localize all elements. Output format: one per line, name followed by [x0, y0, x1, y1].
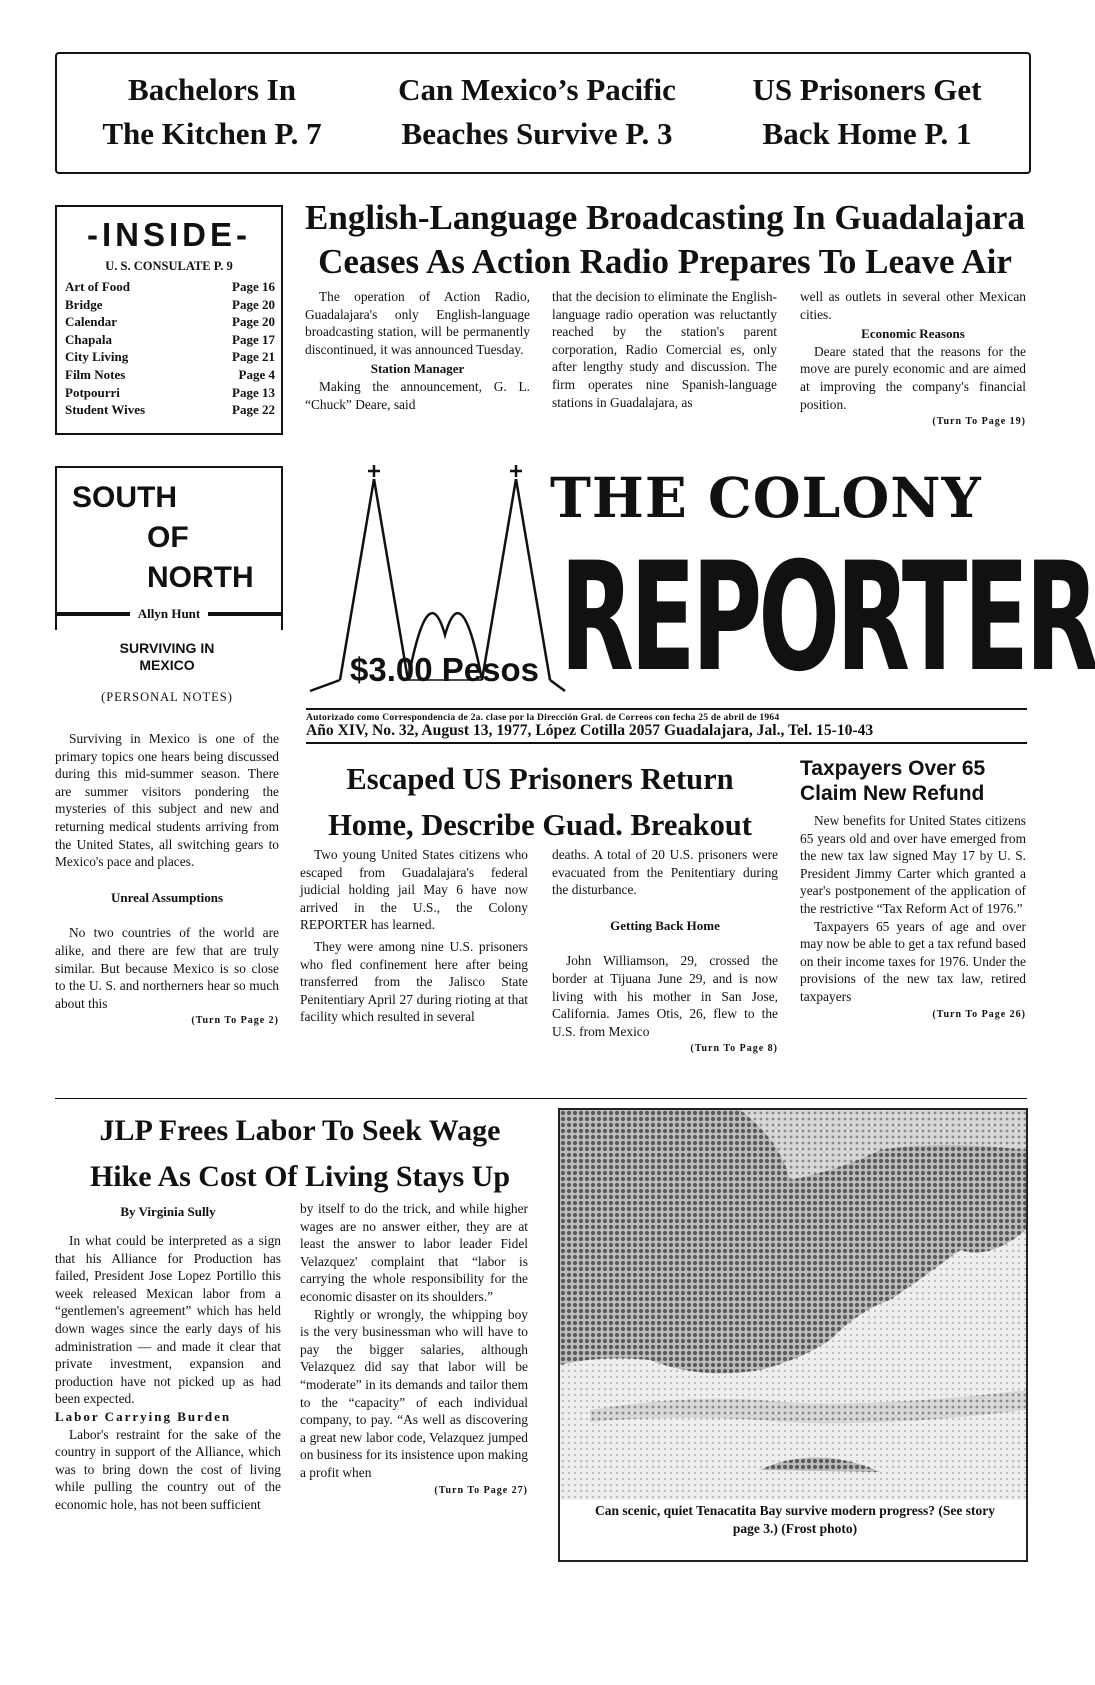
index-item[interactable] — [57, 331, 281, 349]
jlp-byline: By Virginia Sully — [120, 1204, 216, 1219]
price-label: $3.00 Pesos — [350, 651, 539, 688]
index-item-name: Potpourri — [65, 384, 120, 400]
index-item[interactable] — [57, 278, 281, 296]
teaser-beaches[interactable]: Can Mexico’s Pacific Beaches Survive P. 3 — [398, 72, 676, 151]
jlp-turn-link[interactable]: (Turn To Page 27) — [434, 1484, 528, 1496]
column-note: (PERSONAL NOTES) — [101, 690, 233, 704]
broadcast-headline[interactable]: English-Language Broadcasting In Guadalajara Ceases As Action Radio Prepares To Leave Air — [305, 198, 1025, 281]
prisoners-turn-link[interactable]: (Turn To Page 8) — [690, 1043, 778, 1055]
index-item[interactable] — [57, 348, 281, 366]
bay-photo — [558, 1108, 1028, 1562]
postal-authorization: Autorizado como Correspondencia de 2a. clase por la Dirección Gral. de Correos con fecha 25 de abril de 1964 — [306, 712, 780, 723]
teaser-prisoners[interactable]: US Prisoners Get Back Home P. 1 — [752, 72, 982, 151]
inside-index — [55, 205, 283, 435]
index-item[interactable] — [57, 384, 281, 402]
teaser-bachelors[interactable]: Bachelors In The Kitchen P. 7 — [102, 72, 322, 151]
index-item-name: Student Wives — [65, 402, 146, 418]
index-item[interactable] — [57, 296, 281, 314]
index-item-page: Page 20 — [232, 296, 275, 312]
index-list — [57, 278, 281, 419]
consulate-link[interactable]: U. S. CONSULATE P. 9 — [105, 259, 233, 273]
jlp-col1: In what could be interpreted as a sign that his Alliance for Production has failed, President Jose Lopez Portillo this week released Mexican labor from a “gentlemen's agreement” which has held down wages since the early days of his administration — and made it clear that private investment, expansion and production have not picked up as had been expected. Labor Carrying Burden Labor's restraint for the sake of the country in support of the Alliance, which was to bring down the cost of living while pulling the country out of the economic hole, has not been sufficient — [55, 1233, 281, 1512]
broadcast-turn-link[interactable]: (Turn To Page 19) — [932, 416, 1026, 428]
index-item[interactable] — [57, 401, 281, 419]
broadcast-col2: that the decision to eliminate the English-language radio operation was reluctantly reached by the station's parent corporation, Radio Comercial es, only after lengthy study and discussion. The firm operates nine Spanish-language stations in Guadalajara, as — [552, 289, 777, 410]
column-author: Allyn Hunt — [137, 606, 201, 621]
index-item-name: Film Notes — [65, 366, 126, 382]
jlp-col2: by itself to do the trick, and while higher wages are no answer either, they are at least the answer to labor leader Fidel Velazquez' complaint that “labor is carrying the whole responsibility for the economic disaster on its shoulders.” Rightly or wrongly, the whipping boy is the very businessman who will have to pay the bigger salaries, although Velazquez did say that labor will be “moderate” in its demands and tailor them to the “capacity” of each individual company, to pay. “As well as discovering a great new labor code, Velazquez jumped on business for its insistence upon making a profit when (Turn To Page 27) — [300, 1200, 528, 1499]
index-item[interactable] — [57, 366, 281, 384]
index-item-name: City Living — [65, 349, 129, 365]
photo-caption: Can scenic, quiet Tenacatita Bay survive modern progress? (See story page 3.) (Frost photo) — [595, 1503, 995, 1536]
index-item-page: Page 13 — [232, 384, 275, 400]
index-item-page: Page 16 — [232, 279, 275, 294]
index-item[interactable] — [57, 313, 281, 331]
index-item-page: Page 22 — [232, 402, 275, 418]
column-title: SOUTH OF NORTH — [72, 481, 254, 594]
jlp-headline[interactable]: JLP Frees Labor To Seek Wage Hike As Cost Of Living Stays Up — [89, 1114, 511, 1193]
column-body: Surviving in Mexico is one of the primary topics one hears being discussed during this mid-summer season. There are summer visitors pondering the mysteries of this subject and new and returning medical students arriving from the United States, all switching gears to Mexico's pace and places. Unreal Assumptions No two countries of the world are alike, and there are few that are truly similar. But because Mexico is so close to the U. S. and northerners hear so much about this (Turn To Page 2) — [55, 730, 279, 1030]
index-item-name: Bridge — [65, 296, 103, 312]
masthead-line2-wrap — [560, 528, 1095, 708]
column-subtitle-block — [55, 640, 279, 705]
column-turn-link[interactable]: (Turn To Page 2) — [191, 1015, 279, 1027]
issue-line: Año XIV, No. 32, August 13, 1977, López Cotilla 2057 Guadalajara, Jal., Tel. 15-10-43 — [306, 722, 874, 739]
taxpayers-headline[interactable]: Taxpayers Over 65 Claim New Refund — [800, 757, 986, 805]
masthead-line2: REPORTER — [560, 531, 1095, 705]
column-subtitle: SURVIVING IN MEXICO — [119, 640, 215, 673]
masthead-line1: THE COLONY — [550, 465, 982, 530]
taxpayers-body: New benefits for United States citizens 65 years old and over have emerged from the new tax law signed May 17 by U. S. President Jimmy Carter which granted a year's postponement of the application of the restrictive “Tax Reform Act of 1976.” Taxpayers 65 years of age and over may now be able to get a tax refund based on their income taxes for 1976. Under the provisions of the new tax law, retired taxpayers (Turn To Page 26) — [800, 812, 1026, 1023]
index-item-page: Page 20 — [232, 314, 275, 330]
index-item-name: Calendar — [65, 314, 117, 330]
index-item-page: Page 4 — [238, 366, 275, 382]
index-item-page: Page 17 — [232, 331, 275, 347]
prisoners-headline[interactable]: Escaped US Prisoners Return Home, Describe Guad. Breakout — [328, 762, 752, 842]
inside-title: -INSIDE- — [87, 216, 251, 253]
index-item-name: Art of Food — [65, 279, 130, 294]
south-of-north-box — [55, 466, 283, 630]
index-item-page: Page 21 — [232, 349, 275, 365]
taxpayers-turn-link[interactable]: (Turn To Page 26) — [932, 1008, 1026, 1020]
index-item-name: Chapala — [65, 331, 112, 347]
broadcast-col3: well as outlets in several other Mexican cities. Economic Reasons Deare stated that the reasons for the move are purely economic and are aimed at improving the company's financial position. (Turn To Page 19) — [800, 288, 1026, 431]
prisoners-col2: deaths. A total of 20 U.S. prisoners were evacuated from the Penitentiary during the disturbance. Getting Back Home John Williamson, 29, crossed the border at Tijuana June 29, and is now living with his mother in San Jose, California. James Otis, 26, flew to the U.S. from Mexico (Turn To Page 8) — [552, 846, 778, 1058]
prisoners-col1: Two young United States citizens who escaped from Guadalajara's federal judicial holding jail May 6 have now arrived in the U.S., the Colony REPORTER has learned. They were among nine U.S. prisoners who fled confinement here after being transferred from the Jalisco State Penitentiary April 27 during rioting at that facility which resulted in several — [300, 847, 528, 1025]
teaser-banner — [55, 52, 1031, 174]
tenacatita-bay-image — [560, 1110, 1026, 1500]
broadcast-col1: The operation of Action Radio, Guadalajara's only English-language broadcasting station, will be permanently discontinued, it was announced Tuesday. Station Manager Making the announcement, G. L. “Chuck” Deare, said — [305, 289, 530, 412]
